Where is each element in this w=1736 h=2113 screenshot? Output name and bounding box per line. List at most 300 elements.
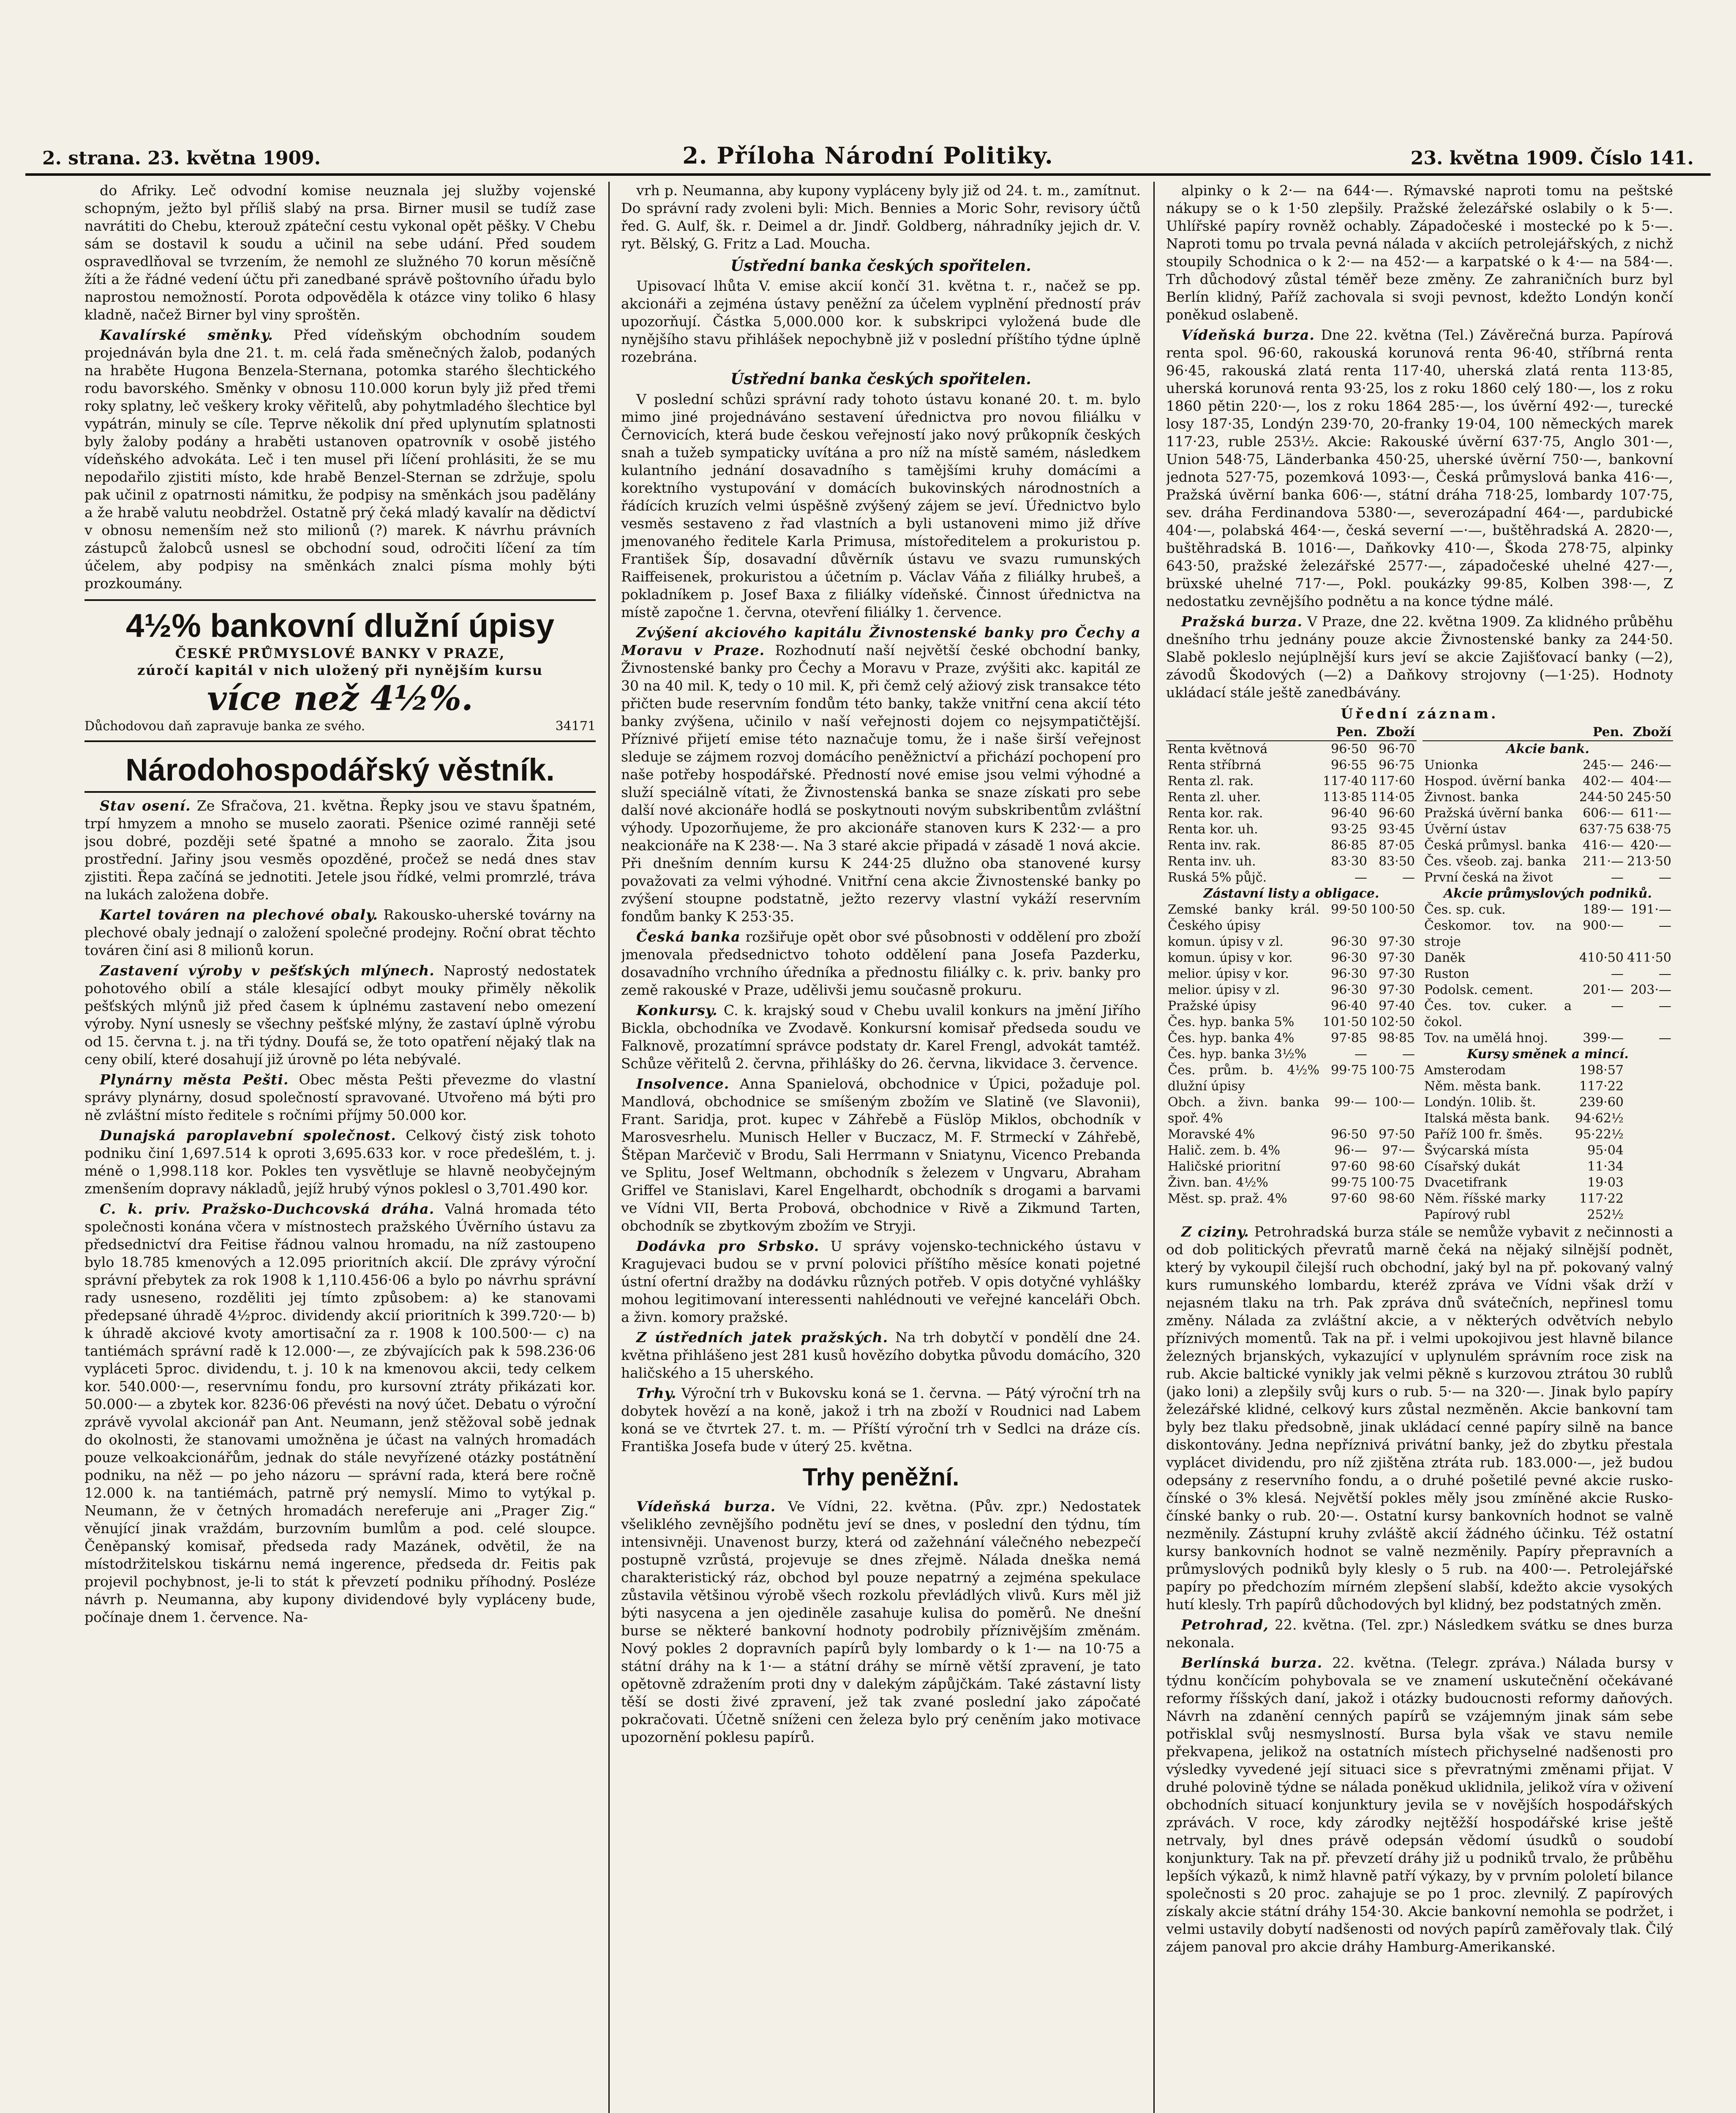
header-zbozi-right: Zboží xyxy=(1625,724,1673,741)
cell-value: 245·50 xyxy=(1627,790,1671,805)
cell-value: 96·40 xyxy=(1331,806,1368,821)
body-berlinska-burza: 22. května. (Telegr. zpráva.) Nálada bursy v týdnu končícím pohybovala se ve znamení uskutečnění očekávané reformy říšských daní, jakož i otázky budoucnosti reformy daňových. Návrh na zdanění cenných papírů se vzájemným jinak sám sebe potřisklal svůj nesmyslností. Bursa byla však ve stavu nemile překvapena, jelikož na ostatních místech přichyselné nadšenosti pro výsledky vyvedené její situaci sice s převratnými změnami přijat. V druhé polovině týdne se nálada poněkud uklidnila, jelikož víra v oživení obchodních situací konjunktury jevila se v novějších hospodářských zprávách. V roce, kdy zárodky nejtěžší hospodářské krise ještě netrvaly, byl dnes právě odepsán vědomí úsudků o soudobí konjunktury. Tak na př. převzetí dráhy již u podniků trvalo, že průběhu lepších výkazů, k nimž hlavně patří výkazy, by v prvním pololetí bilance společnosti s 20 proc. zahajuje se po 1 proc. zlevnilý. Z papírových získaly akcie státní dráhy 154·30. Akcie bankovní nemohla se podržet, i velmi ustavily dobytí nadšenosti od nových papírů zaměřovaly tlak. Čilý zájem panoval pro akcie dráhy Hamburg-Amerikanské. xyxy=(1166,1654,1673,1955)
table-row xyxy=(1423,1191,1673,1207)
cell-value: 100·50 xyxy=(1371,902,1415,917)
cell-value: 213·50 xyxy=(1627,854,1671,869)
table-row xyxy=(1166,982,1417,998)
headline-sporitelen-2: Ústřední banka českých spořitelen. xyxy=(730,370,1031,388)
cell-value: 239·60 xyxy=(1579,1095,1624,1110)
body-trhy: Výroční trh v Bukovsku koná se 1. června. — Pátý výroční trh na dobytek hovězí a na koně, jakož i trh na zboží v Roudnici nad Labem koná se ve čtvrtek 27. t. m. — Příští výroční trh v Sedlci na dráze cís. Františka Josefa bude v úterý 25. května. xyxy=(621,1385,1141,1455)
body-konkursy: C. k. krajský soud v Chebu uvalil konkurs na jmění Jiřího Bickla, obchodníka ve Zvodavě. Konkursní komisař předseda soudu ve Falknově, prozatímní správce podstaty dr. Karel Frengl, advokát tamtéž. Schůze věřitelů 2. června, přihlášky do 26. června, likvidace 3. července. xyxy=(621,1002,1141,1072)
cell-value: — xyxy=(1402,870,1415,885)
cell-value: 101·50 xyxy=(1323,1015,1368,1029)
cell-value: 900·— xyxy=(1583,918,1624,933)
body-ceska-banka: rozšiřuje opět obor své působnosti v oddělení pro zboží jmenovala předsednictvo tohoto oddělení pana Josefa Pazderku, dosavadního vrchního úředníka a přednostu filiálky c. k. priv. banky pro země rakouské v Praze, udělivši jemu současně prokuru. xyxy=(621,928,1141,998)
cell-value: 97·30 xyxy=(1379,950,1415,965)
headline-mlyny: Zastavení výroby v pešťských mlýnech. xyxy=(100,962,435,979)
cell-value: 83·30 xyxy=(1331,854,1368,869)
table-row xyxy=(1166,1143,1417,1159)
cell-value: 637·75 xyxy=(1579,822,1624,837)
article-jatky xyxy=(621,1329,1141,1382)
headline-videnska-burza: Vídeňská burza. xyxy=(636,1498,776,1515)
article-birner-end: do Afriky. Leč odvodní komise neuznala jej služby vojenské schopným, ježto byl příliš slabý na prsa. Birner musil se tudíž zase navrátiti do Chebu, kterouž zpáteční cestu vykonal opět pěšky. V Chebu sám se dostavil k soudu a učinil na sebe udání. Před soudem ospravedlňoval se tvrzením, že nemohl ze služného 70 korun měsíčně žíti a že řádné vedení účtu při zanedbané správě poštovního úřadu bylo naprostou nemožností. Porota odpověděla k otázce viny toliko 6 hlasy kladně, načež Birner byl viny sproštěn. xyxy=(84,182,596,323)
cell-value: 404·— xyxy=(1630,774,1671,789)
cell-value: 99·75 xyxy=(1331,1063,1368,1078)
cell-value: 410·50 xyxy=(1579,950,1624,965)
cell-value: 100·75 xyxy=(1371,1063,1415,1078)
cell-value: 86·85 xyxy=(1331,838,1368,853)
cell-value: 97·60 xyxy=(1331,1159,1368,1174)
table-row xyxy=(1166,934,1417,950)
cell-value: 97·50 xyxy=(1379,1127,1415,1142)
article-prazska-burza xyxy=(1166,613,1673,702)
headline-zaverecna-burza: Vídeňská burza. xyxy=(1181,327,1315,343)
cell-value: 96·55 xyxy=(1331,758,1368,773)
cell-name: Česká průmysl. banka xyxy=(1424,838,1567,853)
cell-value: 96·70 xyxy=(1379,742,1415,756)
cell-name: Paříž 100 fr. šměs. xyxy=(1424,1127,1543,1142)
cell-name: Čes. prům. b. 4½% dlužní úpisy xyxy=(1168,1063,1320,1094)
table-row xyxy=(1166,838,1417,854)
headline-kavalirske: Kavalírské směnky. xyxy=(100,327,273,343)
headline-trhy: Trhy. xyxy=(636,1385,677,1401)
table-row xyxy=(1423,982,1673,998)
table-row xyxy=(1166,998,1417,1014)
table-row xyxy=(1166,1046,1417,1062)
table-header xyxy=(1166,724,1417,741)
cell-value: 117·40 xyxy=(1323,774,1368,789)
column-rule-1 xyxy=(608,182,610,2113)
quotation-left xyxy=(1166,724,1417,1223)
article-srbsko xyxy=(621,1237,1141,1326)
headline-zivnobanka: Zvýšení akciového kapitálu Živnostenské banky pro Čechy a Moravu v Praze. xyxy=(621,624,1141,658)
cell-name: Ruská 5% půjč. xyxy=(1168,870,1267,885)
headline-stav-oseni: Stav osení. xyxy=(100,797,191,814)
headline-jatky: Z ústředních jatek pražských. xyxy=(636,1329,888,1346)
table-row xyxy=(1423,902,1673,918)
title-zastavni-listy: Zástavní listy a obligace. xyxy=(1203,886,1379,901)
article-mlyny xyxy=(84,962,596,1068)
cell-value: 99·75 xyxy=(1331,1175,1368,1190)
cell-empty xyxy=(1625,1095,1673,1111)
headline-srbsko: Dodávka pro Srbsko. xyxy=(636,1238,820,1254)
cell-value: 96·30 xyxy=(1331,950,1368,965)
cell-value: 198·57 xyxy=(1579,1063,1624,1078)
cell-name: Hospod. úvěrní banka xyxy=(1424,774,1566,789)
cell-value: — xyxy=(1611,999,1624,1013)
body-jatky: Na trh dobytčí v pondělí dne 24. května přihlášeno jest 281 kusů hovězího dobytka původu domácího, 320 haličského a 15 uherského. xyxy=(621,1329,1141,1381)
cell-value: — xyxy=(1659,918,1671,933)
cell-value: — xyxy=(1611,966,1624,981)
cell-value: 96·40 xyxy=(1331,999,1368,1013)
table-renty xyxy=(1166,724,1417,1207)
cell-value: 96·75 xyxy=(1379,758,1415,773)
table-row xyxy=(1423,950,1673,966)
article-plynarny xyxy=(84,1071,596,1124)
cell-name: Zemské banky král. Českého úpisy xyxy=(1168,902,1320,933)
header-zbozi: Zboží xyxy=(1369,724,1417,741)
article-videnska-burza xyxy=(621,1498,1141,1746)
cell-value: 99·— xyxy=(1334,1095,1368,1110)
header-pen: Pen. xyxy=(1321,724,1369,741)
cell-value: 246·— xyxy=(1630,758,1671,773)
cell-name: Renta květnová xyxy=(1168,742,1268,756)
table-row xyxy=(1166,741,1417,757)
cell-name: komun. úpisy v kor. xyxy=(1168,950,1293,965)
headline-z-ciziny: Z ciziny. xyxy=(1181,1223,1249,1240)
body-duchcovska: Valná hromada této společnosti konána včera v místnostech pražského Úvěrního ústavu za předsednictví dra Feitise řádnou valnou hromadu, na níž zastoupeno bylo 18.785 kmenových a 12.095 prioritních akcií. Dle zprávy výroční správní přebytek za rok 1908 k 1,110.456·06 a bylo po návrhu správní rady usneseno, rozděliti jej tímto způsobem: a) ke stanovami předepsané úhradě 4½proc. dividendy akcií prioritních k 399.720·— b) k úhradě akciové kvoty amortisační za r. 1908 k 100.500·— c) na tantiémách správní radě k 12.000·—, ze zbývajících pak k 598.236·06 vypláceti 5proc. dividendu, t. j. 10 k na kmenovou akcii, tedy celkem kor. 540.000·—, reservnímu fondu, pro kursovní ztráty přikázati kor. 50.000·— a zbytek kor. 8236·06 převésti na nový účet. Debatu o výroční zprávě vyvolal akcionář pan Ant. Neumann, jenž stěžoval sobě jednak do okolnosti, že stanovami umožněna je účast na valných hromadách pouze velkoakcionářům, jednak do stále nevyřízené otázky postátnění podniku, na něž — po jeho názoru — správní rada, která bere ročně 12.000 k. na tantiémách, patrně prý nemyslí. Mimo to vytýkal p. Neumann, že v četných hromadách nereferuje ani „Prager Zig.“ věnující jinak vraždám, burzovním bumlům a pod. celé sloupce. Čeněpanský komisař, předseda rady Mazánek, odvětil, že na místodržitelskou tiskárnu nemá ingerence, předseda dr. Feitis pak projevil pochybnost, je-li to stát k převzetí podniku příhodný. Posléze návrh p. Neumanna, aby kupony dividendové byly vypláceny bude, počínaje dnem 1. července. Na- xyxy=(84,1201,596,1625)
cell-value: 11·34 xyxy=(1587,1159,1624,1174)
table-row xyxy=(1423,854,1673,870)
body-stav-oseni: Ze Sfračova, 21. května. Řepky jsou ve stavu špatném, trpí hmyzem a mnoho se muselo zaorati. Pšenice ozimé ranněji seté jsou dobré, později seté špatné a mnoho se zaoralo. Žita jsou prostřední. Jařiny jsou vesměs opozděné, pročež se nedá dnes stav zjistiti. Řepa začíná se jednotiti. Jetele jsou řídké, velmi promrzlé, tráva na lukách založena dobře. xyxy=(84,797,596,903)
cell-name: Londýn. 10lib. št. xyxy=(1424,1095,1536,1110)
column-1 xyxy=(84,182,596,2113)
cell-name: Čes. tov. cuker. a čokol. xyxy=(1424,999,1572,1029)
table-row xyxy=(1166,789,1417,805)
cell-value: 83·50 xyxy=(1379,854,1415,869)
table-row xyxy=(1423,870,1673,886)
table-row xyxy=(1423,1062,1673,1078)
cell-value: 402·— xyxy=(1583,774,1624,789)
cell-value: 95·04 xyxy=(1587,1143,1624,1158)
table-row xyxy=(1166,805,1417,822)
cell-value: 117·22 xyxy=(1579,1191,1624,1206)
cell-name: Haličské prioritní xyxy=(1168,1159,1281,1174)
body-z-ciziny: Petrohradská burza stále se nemůže vybavit z nečinnosti a od dob politických převratů marně čeká na nějaký silnější podnět, který by vykoupil čilejší ruch obchodní, jaký byl na př. pokovaný valný kurs rumunského lombardu, kteréž zpráva ve Vídni však drží v nejasném tlaku na trh. Pak zpráva dnů svátečních, nepřinesl tomu změny. Nálada za zvláštní akcie, a v některých odvětvích nebylo příznivých momentů. Tak na př. i velmi upokojivou jest hlavně bilance železných brjanských, vykazující v uplynulém správním roce zisk na rub. Akcie baltické vynikly jak velmi pěkně s kurzovou ztrátou 30 rublů (jako loni) a zlepšily svůj kurs o rub. 5·— na 320·—. Jinak bylo papíry železářské klidné, celkový kurs zůstal nezměněn. Akcie bankovní tam byly bez tlaku předsobně, jinak ukládací cenné papíry silně na bance diskontovány. Jedna nepříznivá privátní banky, jež do zbytku přestala vyplácet dividendu, pro níž zjištěna ztráta rub. 183.000·—, jež budou odepsány z reservního fondu, a o druhé pošetilé pevné akcie rusko-čínské o 3% klesá. Největší pokles měly jsou zmíněné akcie Rusko-čínské banky o rub. 20·—. Ostatní kursy bankovních hodnot se valně nezměnily. Zástupní kruhy zvláště akcií žádného účinku. Též ostatní kursy bankovních hodnot se valně nezměnily. Papíry přepravních a průmyslových podniků byly klesly o 5 rub. na 400·—. Petrolejářské papíry po předchozím mírném zlepšení slabší, kdežto akcie vysokých hutí klesly. Trh papírů důchodových byl klidný, bez podstatných změn. xyxy=(1166,1223,1673,1613)
cell-name: Něm. města bank. xyxy=(1424,1079,1541,1094)
headline-paroplavebni: Dunajská paroplavební společnost. xyxy=(100,1127,396,1144)
cell-value: 189·— xyxy=(1583,902,1624,917)
cell-value: — xyxy=(1402,1047,1415,1062)
cell-name: Moravské 4% xyxy=(1168,1127,1255,1142)
headline-prazska-burza: Pražská burza. xyxy=(1181,613,1303,630)
page-header xyxy=(25,135,1711,176)
cell-name: Tov. na umělá hnoj. xyxy=(1424,1031,1548,1046)
title-urední-zaznam: Úřední záznam. xyxy=(1341,705,1499,722)
column-rule-2 xyxy=(1153,182,1155,2113)
header-date-left: 2. strana. 23. května 1909. xyxy=(42,147,321,169)
column-3 xyxy=(1166,182,1673,2113)
body-paroplavebni: Celkový čistý zisk tohoto podniku činí 1,697.514 k oproti 3,695.633 kor. v roce předešlém, t. j. méně o 1,998.118 kor. Pokles ten vysvětluje se hlavně neobyčejným zmenšením dopravy nákladů, jejíž hrubý výnos poklesl o 3,701.490 kor. xyxy=(84,1127,596,1197)
article-konkursy xyxy=(621,1002,1141,1073)
header-date-right: 23. května 1909. Číslo 141. xyxy=(1410,147,1694,169)
article-petrohrad xyxy=(1166,1616,1673,1652)
article-kavalirske xyxy=(84,326,596,592)
cell-name: komun. úpisy v zl. xyxy=(1168,934,1284,949)
table-row xyxy=(1423,789,1673,805)
table-row xyxy=(1423,998,1673,1030)
article-kartel xyxy=(84,906,596,959)
table-row xyxy=(1423,1078,1673,1095)
article-ceska-banka xyxy=(621,928,1141,999)
table-row xyxy=(1166,1062,1417,1095)
cell-value: 94·62½ xyxy=(1575,1111,1624,1126)
cell-empty xyxy=(1625,1191,1673,1207)
cell-value: 201·— xyxy=(1583,983,1624,997)
cell-name: Obch. a živn. banka spoř. 4% xyxy=(1168,1095,1320,1126)
cell-value: 416·— xyxy=(1583,838,1624,853)
body-sporitelen-1: Upisovací lhůta V. emise akcií končí 31. května t. r., načež se pp. akcionáři a zejména ústavy peněžní za účelem vyplnění předností práv upozorňují. Částka 5,000.000 kor. k subskripci vyložená bude dle nynějšího stavu přihlášek nepochybně již v poslední příštího týdne úplně rozebrána. xyxy=(621,278,1141,365)
cell-name: Daněk xyxy=(1424,950,1466,965)
cell-value: — xyxy=(1659,999,1671,1013)
cell-value: 211·— xyxy=(1583,854,1624,869)
kursy-rows xyxy=(1423,1062,1673,1223)
cell-value: 191·— xyxy=(1630,902,1671,917)
prum-rows xyxy=(1423,902,1673,1046)
cell-empty xyxy=(1625,1143,1673,1159)
table-row xyxy=(1423,918,1673,950)
body-videnska-burza: Ve Vídni, 22. května. (Pův. zpr.) Nedostatek všeliklého zevnějšího podnětu jeví se dnes, v poslední den týdnu, tím intensivněji. Unavenost burzy, která od zažehnání válečného nebezpečí postupně vzrůstá, projevuje se dnes zřejmě. Nálada dneška nemá charakteristický ráz, obchod byl pouze nepatrný a zejména spekulace zůstavila většinou výrobě všech rozkolu převládlých vlivů. Kurs měl již býti nasycena a jen ojediněle zasahuje kulisa do poměrů. Ne dnešní burse se některé bankovní hodnoty podrobily příznivějším změnám. Nový pokles 2 dopravních papírů byly lombardy o k 1·— na 10·75 a státní dráhy na k 1·— a státní dráhy se mírně větší zpravení, je tato opětovně zdražením proti dny v dalekým zápůjčkám. Také zástavní listy těší se dosti živé zpravení, jež tak zvané poslední jako zápočaté pokračovati. Účetně sníženi cen železa bylo prý ceněním jako motivace upozornění poklesu papírů. xyxy=(621,1498,1141,1745)
ad-footer-note: Důchodovou daň zapravuje banka ze svého. xyxy=(84,719,365,734)
headline-plynarny: Plynárny města Pešti. xyxy=(100,1071,289,1088)
table-row xyxy=(1166,966,1417,982)
cell-value: — xyxy=(1659,870,1671,885)
section-title-vestnik: Národohospodářský věstník. xyxy=(84,749,596,793)
headline-kartel: Kartel továren na plechové obaly. xyxy=(100,906,378,923)
article-burza-continued: alpinky o k 2·— na 644·—. Rýmavské naproti tomu na peštské nákupy se o k 1·50 zlepšily. Pražské železářské oslabily o k 5·—. Uhlířské papíry rovněž ochably. Západočeské i mostecké po k 5·—. Naproti tomu po trvala pevná nálada v akciích petrolejářských, z nichž stoupily Schodnica o k 2·— na 452·— a karpatské o k 4·— na 584·—. Trh důchodový zůstal téměř beze změny. Ze zahraničních burz byl Berlín klidný, Paříž zachovala si svoji pevnost, kdežto Londýn končí poněkud oslabeně. xyxy=(1166,182,1673,323)
body-srbsko: U správy vojensko-technického ústavu v Kragujevaci budou se v první polovici příštího měsíce konati pojetné ústní ofertní dražby na dodávku různých potřeb. V opis dotyčné vyhlášky mohou legitimovaní interessenti nahlédnouti ve veřejné kanceláři Obch. a živn. komory pražské. xyxy=(621,1238,1141,1325)
cell-name: Pražské úpisy xyxy=(1168,999,1256,1013)
quotation-tables xyxy=(1166,724,1673,1223)
cell-empty xyxy=(1625,1111,1673,1127)
cell-value: 245·— xyxy=(1583,758,1624,773)
body-zivnobanka: Rozhodnutí naší největší české obchodní banky, Živnostenské banky pro Čechy a Moravu v Praze, zvýšiti akc. kapitál ze 30 na 40 mil. K, tedy o 10 mil. K, při čemž celý ažiový zisk transakce této přičten bude reservním fondům této banky, takže vnitřní cena akcií této banky zvýšena, učinilo v naší veřejnosti dojem co nejsympatičtější. Příznivé přijetí emise této naznačuje tomu, že i naše širší veřejnost sleduje se zájmem rozvoj domácího peněžnictví a přichází pochopení pro naše potřeby hospodářské. Předností nové emise jsou velmi výhodné a služí speciálně vítati, že Živnostenská banka se snaze získati pro sebe další nové akcionáře hodlá se poskytnouti novým subskribentům zvláštní výhody. Upozorňujeme, že pro akcionáře stanoven kurs K 232·— a pro neakcionáře na K 238·—. Na 3 staré akcie připadá v zásadě 1 nová akcie. Při dnešním denním kursu K 244·25 dlužno oba stanovené kursy považovati za velmi výhodné. Vnitřní cena akcie Živnostenské banky po zvýšení stoupne podstatně, ježto rezervy vlastní vykáží reservním fondům banky K 253·35. xyxy=(621,642,1141,925)
cell-name: Podolsk. cement. xyxy=(1424,983,1534,997)
cell-name: Živnost. banka xyxy=(1424,790,1519,805)
cell-empty xyxy=(1625,1078,1673,1095)
article-trhy xyxy=(621,1384,1141,1455)
table-row xyxy=(1166,902,1417,934)
article-z-ciziny xyxy=(1166,1223,1673,1613)
ad-bank-name: ČESKÉ PRŮMYSLOVÉ BANKY V PRAZE, xyxy=(175,645,505,661)
body-kavalirske: Před vídeňským obchodním soudem projednáván byla dne 21. t. m. celá řada směnečných žalob, podaných na hraběte Hugona Benzela-Sternana, potomka starého šlechtického rodu bavorského. Směnky v obnosu 110.000 korun byly již před třemi roky splatny, leč veškery kroky věřitelů, aby pohytmladého šlechtice byl vypátrán, minuly se cíle. Teprve několik dní před uplynutím splatnosti byly žaloby podány a hraběti ustanoven opatrovník v osobě jistého vídeňského advokáta. Leč i ten musel při líčení prohlásiti, že se mu nepodařilo zjistiti místo, kde hrabě Benzel-Sternan se zdržuje, spolu pak učinil z opatrnosti námitku, že podpisy na směnkách jsou padělány a že hrabě valutu neobdržel. Ostatně prý čeká mladý kavalír na dědictví v obnosu nemenším než sto milionů (?) marek. K návrhu právních zástupců žalobců usnesl se obchodní soud, odročiti líčení za tím účelem, aby podpisy na směnkách znalci písma mohly býti prozkoumány. xyxy=(84,327,596,592)
cell-value: 252½ xyxy=(1587,1207,1624,1222)
cell-name: Úvěrní ústav xyxy=(1424,822,1507,837)
cell-value: 97·60 xyxy=(1331,1191,1368,1206)
table-row xyxy=(1423,773,1673,789)
quotation-right xyxy=(1423,724,1673,1223)
body-prazska-burza: V Praze, dne 22. května 1909. Za klidného průběhu dnešního trhu jednány pouze akcie Živnostenské banky za 244·50. Slabě pokleslo nejúplnější kurs jeví se akcie Zajišťovací banky (—2), závodů Škodových (—2) a Daňkovy strojovny (—1·25). Hodnoty ukládací stále ještě zanedbávány. xyxy=(1166,613,1673,701)
headline-duchcovska: C. k. priv. Pražsko-Duchcovská dráha. xyxy=(100,1201,435,1217)
article-stav-oseni xyxy=(84,797,596,904)
table-row xyxy=(1166,950,1417,966)
headline-konkursy: Konkursy. xyxy=(636,1002,718,1018)
cell-name: Čes. všeob. zaj. banka xyxy=(1424,854,1567,869)
cell-name: Pražská úvěrní banka xyxy=(1424,806,1563,821)
renty-rows xyxy=(1166,741,1417,886)
cell-name: Měst. sp. praž. 4% xyxy=(1168,1191,1287,1206)
table-row xyxy=(1423,1127,1673,1143)
cell-name: Renta inv. uh. xyxy=(1168,854,1256,869)
zastav-rows xyxy=(1166,902,1417,1207)
table-row xyxy=(1166,1095,1417,1127)
table-row xyxy=(1423,1159,1673,1175)
cell-value: 98·60 xyxy=(1379,1159,1415,1174)
cell-value: — xyxy=(1659,1031,1671,1046)
cell-value: 93·25 xyxy=(1331,822,1368,837)
article-paroplavebni xyxy=(84,1127,596,1198)
table-row xyxy=(1423,805,1673,822)
table-header-right xyxy=(1423,724,1673,741)
section-title-trhy-penezni: Trhy peněžní. xyxy=(802,1463,959,1491)
cell-name: Švýcarská místa xyxy=(1424,1143,1529,1158)
cell-value: 19·03 xyxy=(1587,1175,1624,1190)
table-row xyxy=(1423,1030,1673,1046)
header-title: 2. Příloha Národní Politiky. xyxy=(682,142,1054,169)
article-zivnobanka xyxy=(621,624,1141,925)
table-row xyxy=(1166,1159,1417,1175)
cell-name: melior. úpisy v kor. xyxy=(1168,966,1289,981)
body-petrohrad: 22. května. (Tel. zpr.) Následkem svátku se dnes burza nekonala. xyxy=(1166,1616,1673,1651)
cell-name: Amsterodam xyxy=(1424,1063,1506,1078)
cell-value: 96·50 xyxy=(1331,742,1368,756)
cell-value: 100·75 xyxy=(1371,1175,1415,1190)
table-row xyxy=(1166,1014,1417,1030)
cell-name: Dvacetifrank xyxy=(1424,1175,1507,1190)
table-row xyxy=(1423,966,1673,982)
cell-name: Renta stříbrná xyxy=(1168,758,1262,773)
cell-value: 96·50 xyxy=(1331,1127,1368,1142)
header-pen-right: Pen. xyxy=(1573,724,1625,741)
cell-value: — xyxy=(1659,966,1671,981)
article-duchcovska-end: vrh p. Neumanna, aby kupony vypláceny byly již od 24. t. m., zamítnut. Do správní rady zvoleni byli: Mich. Bennies a Moric Sohr, revisory účtů řed. G. Aulf, šk. r. Deimel a dr. Jindř. Goldberg, náhradníky jejich dr. V. ryt. Bělský, G. Fritz a Lad. Moucha. xyxy=(621,182,1141,252)
cell-value: 611·— xyxy=(1630,806,1671,821)
table-row xyxy=(1166,870,1417,886)
cell-name: Renta zl. uher. xyxy=(1168,790,1261,805)
cell-value: 96·— xyxy=(1334,1143,1368,1158)
cell-value: 420·— xyxy=(1630,838,1671,853)
cell-name: Čes. sp. cuk. xyxy=(1424,902,1506,917)
cell-name: Živn. ban. 4½% xyxy=(1168,1175,1268,1190)
cell-value: — xyxy=(1611,870,1624,885)
table-row xyxy=(1166,773,1417,789)
cell-value: 117·60 xyxy=(1371,774,1415,789)
table-row xyxy=(1166,1175,1417,1191)
cell-value: 114·05 xyxy=(1371,790,1415,805)
cell-value: 97·30 xyxy=(1379,934,1415,949)
article-zaverecna-burza xyxy=(1166,326,1673,610)
cell-value: 98·60 xyxy=(1379,1191,1415,1206)
cell-value: 97·30 xyxy=(1379,983,1415,997)
cell-name: Císařský dukát xyxy=(1424,1159,1520,1174)
cell-name: Čes. hyp. banka 4% xyxy=(1168,1031,1295,1046)
cell-value: 606·— xyxy=(1583,806,1624,821)
table-row xyxy=(1423,1095,1673,1111)
table-row xyxy=(1423,1143,1673,1159)
body-sporitelen-2: V poslední schůzi správní rady tohoto ústavu konané 20. t. m. bylo mimo jiné projednáváno sestavení úřednictva pro novou filiálku v Černovicích, která bude českou veřejností jako nový průkopník českých snah a tužeb sympaticky uvítána a pro níž na místě samém, následkem kulantního jednání dosavadního s tamějšími kruhy domácími a korektního vystupování v domácích bukovinských národnostních a řádících kruzích velmi úspěšně zvýšený zájem se jeví. Úřednictvo bylo vesměs sestaveno z řad vlastních a byli ustanoveni mimo již dříve jmenovaného ředitele Karla Primusa, místoředitelem a prokuristou p. František Šíp, dosavadní důvěrník ústavu ve svazu rumunských Raiffeisenek, prokuristou a účetním p. Václav Váňa z filiálky hrubeš, a pokladníkem p. Josef Baxa z filiálky vídeňské. Činnost úřednictva na místě započne 1. června, otevření filiálky 1. července. xyxy=(621,391,1141,620)
cell-value: 96·60 xyxy=(1379,806,1415,821)
cell-name: Halič. zem. b. 4% xyxy=(1168,1143,1281,1158)
ad-rate: více než 4½%. xyxy=(207,678,473,718)
table-row xyxy=(1166,854,1417,870)
cell-value: 97·— xyxy=(1382,1143,1415,1158)
cell-empty xyxy=(1625,1062,1673,1078)
cell-value: 99·50 xyxy=(1331,902,1368,917)
cell-name: První česká na život xyxy=(1424,870,1553,885)
cell-value: 98·85 xyxy=(1379,1031,1415,1046)
title-akcie-bank: Akcie bank. xyxy=(1506,742,1589,756)
cell-value: 96·30 xyxy=(1331,934,1368,949)
headline-insolvence: Insolvence. xyxy=(636,1076,730,1092)
cell-name: Českomor. tov. na stroje xyxy=(1424,918,1572,949)
cell-name: Čes. hyp. banka 5% xyxy=(1168,1015,1295,1029)
cell-name: Unionka xyxy=(1424,758,1478,773)
body-mlyny: Naprostý nedostatek pohotového obilí a stále klesající odbyt mouky přiměly několik pešťských mlýnů již před časem k úplnému zastavení nebo omezení výroby. Nyní usnesly se všechny pešťské mlýny, že zastaví úplně výrobu od 15. června t. j. na tři týdny. Doufá se, že toto opatření nějaký tlak na ceny obilí, které dosahují již úrovně po léta nebývalé. xyxy=(84,962,596,1067)
article-duchcovska xyxy=(84,1200,596,1626)
cell-value: 102·50 xyxy=(1371,1015,1415,1029)
cell-value: 117·22 xyxy=(1579,1079,1624,1094)
body-insolvence: Anna Spanielová, obchodnice v Úpici, požaduje pol. Mandlová, obchodnice se smíšeným zbožím ve Slatině (ve Slavonii), Frant. Saridja, prot. kupec v Záhřebě a Füslöp Miklos, obchodník v Marosvesrhelu. Munisch Heller v Buczacz, M. F. Strmeckí v Záhřebě, Štěpan Marčevič v Brodu, Sali Herrmann v Sniatynu, Vicenco Prebanda ve Splitu, Josef Weltmann, obchodník s železem v Ungvaru, Abraham Griffel ve Stanislavi, Karel Engelhardt, obchodník s drogami a barvami ve Vídni VII, Berta Probová, obchodnice v Rivě a Zikmund Tarten, obchodník se zbytkovým zbožím ve Stryji. xyxy=(621,1076,1141,1234)
cell-name: Renta kor. rak. xyxy=(1168,806,1263,821)
table-akcie xyxy=(1423,724,1673,1223)
cell-value: 113·85 xyxy=(1323,790,1368,805)
cell-value: 97·30 xyxy=(1379,966,1415,981)
cell-value: — xyxy=(1354,870,1368,885)
cell-value: 96·30 xyxy=(1331,983,1368,997)
cell-name: Renta zl. rak. xyxy=(1168,774,1254,789)
cell-name: Čes. hyp. banka 3½% xyxy=(1168,1047,1307,1062)
title-akcie-prumyslovych: Akcie průmyslových podniků. xyxy=(1444,886,1652,901)
table-row xyxy=(1166,1127,1417,1143)
table-row xyxy=(1423,838,1673,854)
cell-value: 95·22½ xyxy=(1575,1127,1624,1142)
cell-name: Papírový rubl xyxy=(1424,1207,1510,1222)
cell-empty xyxy=(1625,1175,1673,1191)
cell-name: Ruston xyxy=(1424,966,1469,981)
cell-empty xyxy=(1625,1127,1673,1143)
article-berlinska-burza xyxy=(1166,1654,1673,1956)
table-row xyxy=(1423,822,1673,838)
cell-value: 93·45 xyxy=(1379,822,1415,837)
cell-value: 97·85 xyxy=(1331,1031,1368,1046)
ad-number: 34171 xyxy=(555,719,596,734)
cell-empty xyxy=(1625,1159,1673,1175)
cell-value: 97·40 xyxy=(1379,999,1415,1013)
cell-name: Italská města bank. xyxy=(1424,1111,1550,1126)
table-row xyxy=(1423,1175,1673,1191)
akcie-rows xyxy=(1423,757,1673,886)
table-row xyxy=(1166,822,1417,838)
table-row xyxy=(1423,1207,1673,1223)
table-row xyxy=(1423,1111,1673,1127)
cell-name: Renta kor. uh. xyxy=(1168,822,1258,837)
table-row xyxy=(1166,1030,1417,1046)
headline-berlinska-burza: Berlínská burza. xyxy=(1181,1654,1323,1671)
headline-petrohrad: Petrohrad, xyxy=(1181,1616,1269,1633)
ad-footer xyxy=(84,718,596,735)
cell-empty xyxy=(1625,1207,1673,1223)
column-2 xyxy=(621,182,1141,2113)
title-kursy: Kursy směnek a mincí. xyxy=(1467,1047,1629,1062)
cell-value: 638·75 xyxy=(1627,822,1671,837)
cell-value: 100·— xyxy=(1374,1095,1415,1110)
body-zaverecna-burza: Dne 22. května (Tel.) Závěrečná burza. Papírová renta spol. 96·60, rakouská korunová renta 96·40, stříbrná renta 96·45, rakouská zlatá renta 117·40, uherská zlatá renta 113·85, uherská korunová renta 93·25, los z roku 1860 celý 180·—, los z roku 1860 pětin 220·—, los z roku 1864 285·—, los úvěrní 492·—, turecké losy 187·35, Londýn 239·70, 20-franky 19·04, 100 německých marek 117·23, ruble 253½. Akcie: Rakouské úvěrní 637·75, Anglo 301·—, Union 548·75, Länderbanka 450·25, uherské úvěrní 750·—, bankovní jednota 527·75, pozemková 1093·—, Česká průmyslová banka 416·—, Pražská úvěrní banka 606·—, státní dráha 718·25, lombardy 107·75, sev. dráha Ferdinandova 5380·—, severozápadní 464·—, pardubické 404·—, polabská 464·—, česká severní —·—, buštěhradská A. 2820·—, buštěhradská B. 1016·—, Daňkovky 410·—, Škoda 278·75, alpinky 643·50, pražské železářské 2577·—, západočeské uhelné 427·—, brüxské uhelné 717·—, Pokl. poukázky 99·85, Kolben 398·—, Z nedostatku zevnějšího podnětu a na konce týdne málé. xyxy=(1166,327,1673,609)
cell-value: 87·05 xyxy=(1379,838,1415,853)
bank-advertisement xyxy=(84,599,596,742)
body-plynarny: Obec města Pešti převezme do vlastní správy plynárny, dosud společností spravované. Utvořeno má býti pro ně zvláštní místo ředitele s ročními příjmy 50.000 kor. xyxy=(84,1071,596,1123)
headline-sporitelen-1: Ústřední banka českých spořitelen. xyxy=(730,257,1031,275)
cell-name: Něm. říšské marky xyxy=(1424,1191,1546,1206)
cell-value: — xyxy=(1354,1047,1368,1062)
table-row xyxy=(1166,757,1417,773)
cell-name: melior. úpisy v zl. xyxy=(1168,983,1280,997)
cell-value: 244·50 xyxy=(1579,790,1624,805)
table-row xyxy=(1423,757,1673,773)
article-insolvence xyxy=(621,1075,1141,1235)
cell-value: 399·— xyxy=(1583,1031,1624,1046)
cell-name: Renta inv. rak. xyxy=(1168,838,1261,853)
cell-value: 96·30 xyxy=(1331,966,1368,981)
